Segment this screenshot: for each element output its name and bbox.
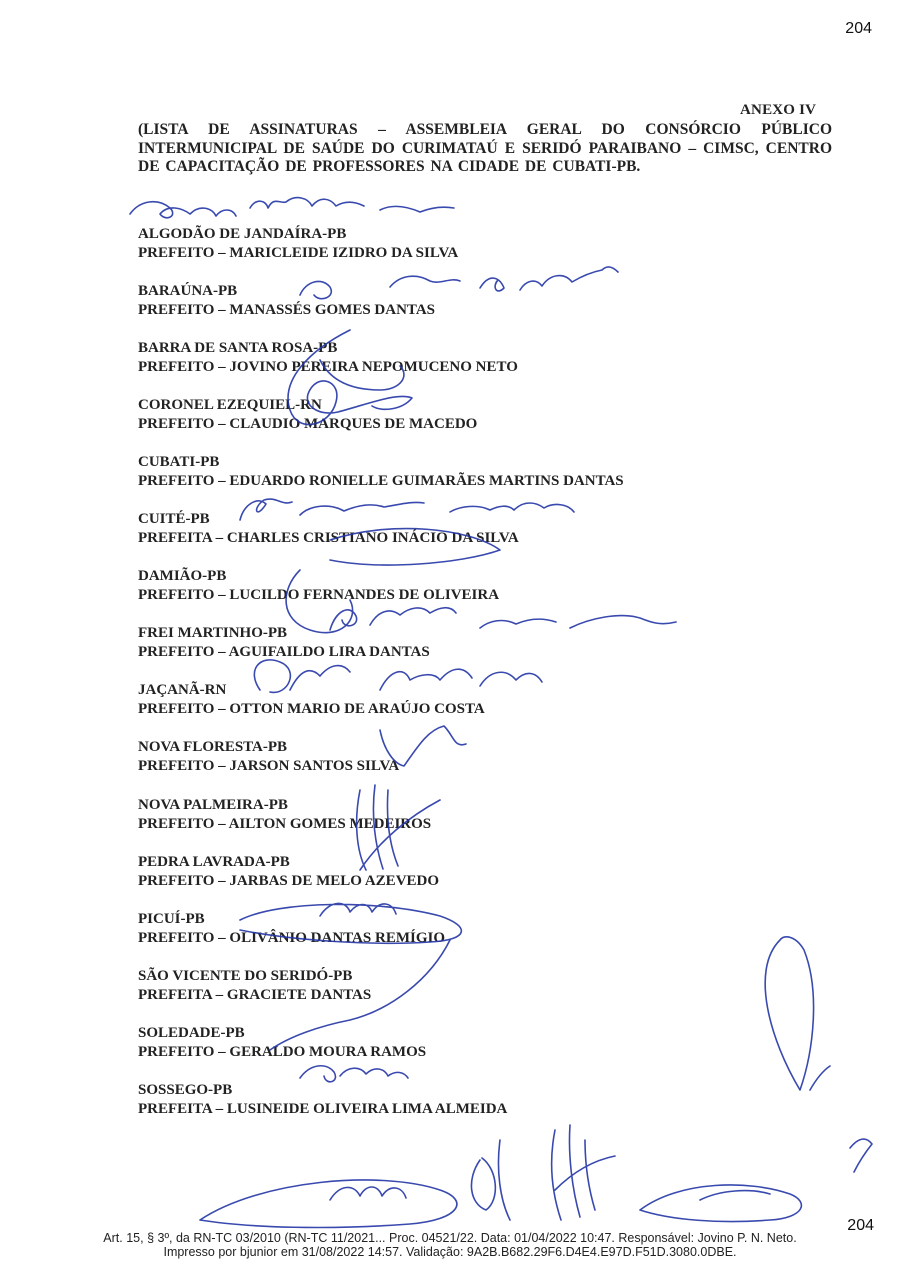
- mayor-name: PREFEITO – AGUIFAILDO LIRA DANTAS: [138, 644, 430, 660]
- annex-label: ANEXO IV: [740, 102, 817, 118]
- validation-footer: [0, 1231, 900, 1259]
- signature-entry: [138, 567, 499, 605]
- municipality-name: NOVA PALMEIRA-PB: [138, 797, 288, 813]
- municipality-name: CUBATI-PB: [138, 454, 220, 470]
- municipality-name: CUITÉ-PB: [138, 511, 210, 527]
- mayor-name: PREFEITO – CLAUDIO MARQUES DE MACEDO: [138, 416, 478, 432]
- municipality-name: SÃO VICENTE DO SERIDÓ-PB: [138, 968, 353, 984]
- footer-line-validation: Impresso por bjunior em 31/08/2022 14:57. Validação: 9A2B.B682.29F6.D4E4.E97D.F51D.3080.0DBE.: [163, 1245, 737, 1259]
- mayor-name: PREFEITO – MANASSÉS GOMES DANTAS: [138, 302, 435, 318]
- municipality-name: SOSSEGO-PB: [138, 1082, 233, 1098]
- mayor-name: PREFEITA – LUSINEIDE OLIVEIRA LIMA ALMEIDA: [138, 1101, 508, 1117]
- municipality-name: FREI MARTINHO-PB: [138, 625, 288, 641]
- signature-entry: [138, 1081, 507, 1119]
- mayor-name: PREFEITA – GRACIETE DANTAS: [138, 987, 372, 1003]
- signature-entry: [138, 967, 371, 1005]
- municipality-name: CORONEL EZEQUIEL-RN: [138, 397, 322, 413]
- municipality-name: DAMIÃO-PB: [138, 568, 227, 584]
- signature-entry: [138, 910, 445, 948]
- signature-entry: [138, 1024, 426, 1062]
- signature-entry: [138, 624, 430, 662]
- signature-entry: [138, 681, 485, 719]
- footer-line-process: Art. 15, § 3º, da RN-TC 03/2010 (RN-TC 11/2021... Proc. 04521/22. Data: 01/04/2022 10:47. Responsável: Jovino P. N. Neto.: [103, 1231, 797, 1245]
- signature-entry: [138, 396, 477, 434]
- municipality-name: NOVA FLORESTA-PB: [138, 739, 288, 755]
- municipality-name: PEDRA LAVRADA-PB: [138, 854, 290, 870]
- signature-entry: [138, 282, 435, 320]
- signature-entry: [138, 225, 458, 263]
- mayor-name: PREFEITO – OLIVÂNIO DANTAS REMÍGIO: [138, 930, 445, 946]
- mayor-name: PREFEITA – CHARLES CRISTIANO INÁCIO DA SILVA: [138, 530, 519, 546]
- page-number-top: 204: [845, 20, 872, 37]
- document-title: (LISTA DE ASSINATURAS – ASSEMBLEIA GERAL DO CONSÓRCIO PÚBLICO INTERMUNICIPAL DE SAÚDE DO CURIMATAÚ E SERIDÓ PARAIBANO – CIMSC, CENTRO DE CAPACITAÇÃO DE PROFESSORES NA CIDADE DE CUBATI-PB.: [138, 121, 832, 175]
- municipality-name: ALGODÃO DE JANDAÍRA-PB: [138, 226, 347, 242]
- signature-entry: [138, 796, 431, 834]
- signature-entry: [138, 339, 518, 377]
- mayor-name: PREFEITO – EDUARDO RONIELLE GUIMARÃES MARTINS DANTAS: [138, 473, 624, 489]
- mayor-name: PREFEITO – OTTON MARIO DE ARAÚJO COSTA: [138, 701, 485, 717]
- mayor-name: PREFEITO – JARBAS DE MELO AZEVEDO: [138, 873, 440, 889]
- signature-entry: [138, 453, 624, 491]
- municipality-name: BARAÚNA-PB: [138, 283, 238, 299]
- mayor-name: PREFEITO – GERALDO MOURA RAMOS: [138, 1044, 427, 1060]
- mayor-name: PREFEITO – AILTON GOMES MEDEIROS: [138, 816, 432, 832]
- signature-entry: [138, 510, 519, 548]
- mayor-name: PREFEITO – JARSON SANTOS SILVA: [138, 758, 400, 774]
- signature-entry: [138, 738, 399, 776]
- signature-entry: [138, 853, 439, 891]
- page-number-bottom: 204: [847, 1217, 874, 1234]
- mayor-name: PREFEITO – MARICLEIDE IZIDRO DA SILVA: [138, 245, 459, 261]
- mayor-name: PREFEITO – LUCILDO FERNANDES DE OLIVEIRA: [138, 587, 500, 603]
- mayor-name: PREFEITO – JOVINO PEREIRA NEPOMUCENO NETO: [138, 359, 518, 375]
- municipality-name: BARRA DE SANTA ROSA-PB: [138, 340, 338, 356]
- municipality-name: JAÇANÃ-RN: [138, 682, 227, 698]
- municipality-name: PICUÍ-PB: [138, 911, 205, 927]
- municipality-name: SOLEDADE-PB: [138, 1025, 245, 1041]
